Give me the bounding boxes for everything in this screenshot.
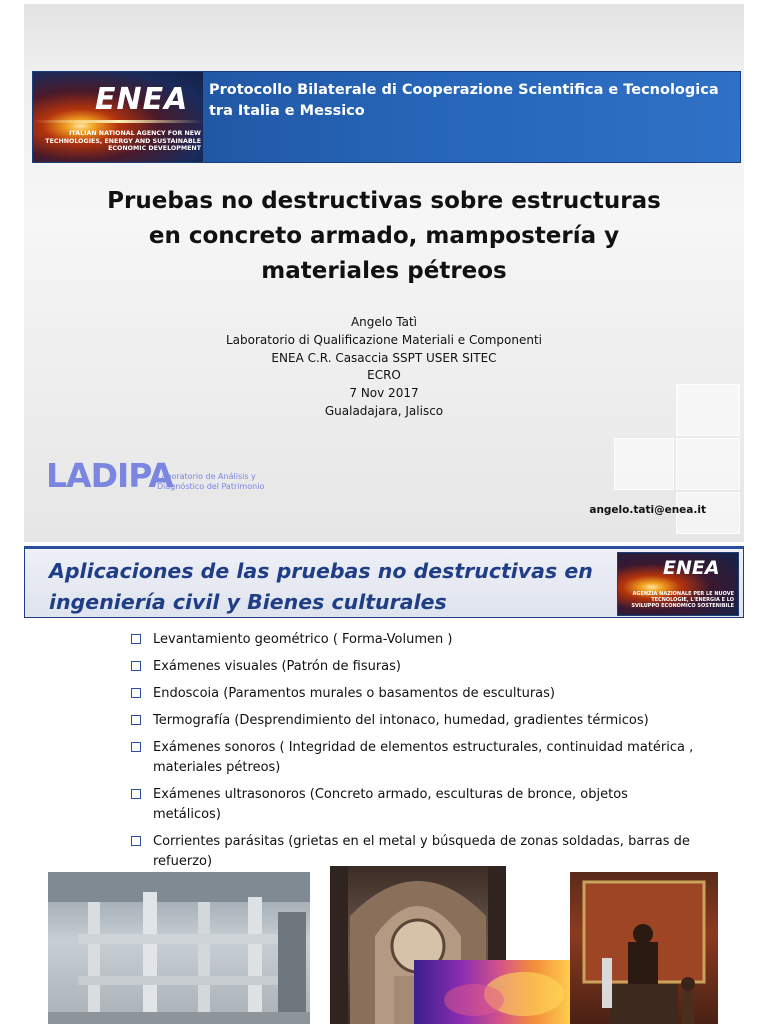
- ladipa-desc-line: Laboratorio de Análisis y: [157, 472, 256, 481]
- checkbox-bullet-icon: [131, 836, 141, 846]
- list-item: [129, 684, 699, 704]
- checkbox-bullet-icon: [131, 742, 141, 752]
- list-item: [129, 738, 699, 778]
- tile: [676, 438, 740, 490]
- ladipa-desc-line: Diagnóstico del Patrimonio: [157, 481, 265, 491]
- title-line: Pruebas no destructivas sobre estructuras: [107, 188, 661, 214]
- list-item: [129, 711, 699, 731]
- title-line: materiales pétreos: [261, 258, 507, 284]
- enea-logo-word: ENEA: [663, 557, 720, 579]
- top-band: [24, 4, 744, 66]
- author-block: [134, 314, 634, 421]
- presentation-title: [84, 184, 684, 289]
- applications-slide: [24, 546, 744, 1024]
- list-item-text: Levantamiento geométrico ( Forma-Volumen ): [153, 632, 453, 647]
- lab-name: Laboratorio di Qualificazione Materiali e Componenti: [226, 332, 542, 347]
- tile: [614, 438, 674, 490]
- list-item-text: Exámenes ultrasonoros (Concreto armado, esculturas de bronce, objetos metálicos): [153, 787, 628, 822]
- thermo-drawing: [414, 960, 572, 1024]
- checkbox-bullet-icon: [131, 789, 141, 799]
- slide2-title-line: ingeniería civil y Bienes culturales: [49, 590, 447, 614]
- list-item-text: Corrientes parásitas (grietas en el metal y búsqueda de zonas soldadas, barras de refuerzo): [153, 834, 690, 869]
- list-item-text: Endoscoia (Paramentos murales o basamentos de esculturas): [153, 686, 555, 701]
- ladipa-description: [157, 472, 264, 491]
- list-item-text: Exámenes sonoros ( Integridad de elementos estructurales, continuidad matérica , materiales pétreos): [153, 740, 694, 775]
- title-line: en concreto armado, mampostería y: [148, 223, 620, 249]
- event-place: Gualadajara, Jalisco: [324, 403, 444, 418]
- enea-agency-text: AGENZIA NAZIONALE PER LE NUOVE TECNOLOGIE, L'ENERGIA E LO SVILUPPO ECONOMICO SOSTENIBILE: [631, 591, 734, 610]
- enea-logo: [33, 72, 203, 162]
- concrete-structure-photo: [48, 872, 310, 1024]
- logo-flare: [33, 120, 203, 123]
- tile: [676, 384, 740, 436]
- structure-drawing: [48, 872, 310, 1024]
- enea-logo-small: [617, 552, 739, 616]
- event-name: ECRO: [367, 368, 401, 383]
- list-item: [129, 785, 699, 825]
- email-address[interactable]: angelo.tati@enea.it: [589, 504, 706, 516]
- ladipa-logo: [46, 456, 306, 496]
- checkbox-bullet-icon: [131, 634, 141, 644]
- slide2-title-line: Aplicaciones de las pruebas no destructivas en: [49, 559, 593, 583]
- event-date: 7 Nov 2017: [349, 386, 419, 401]
- header-bar: [32, 71, 741, 163]
- list-item-text: Termografía (Desprendimiento del intonaco, humedad, gradientes térmicos): [153, 713, 649, 728]
- applications-list: [129, 630, 699, 879]
- slide2-title: [49, 556, 609, 618]
- enea-agency-text: ITALIAN NATIONAL AGENCY FOR NEW TECHNOLOGIES, ENERGY AND SUSTAINABLE ECONOMIC DEVELOPMENT: [45, 130, 201, 153]
- checkbox-bullet-icon: [131, 661, 141, 671]
- list-item: [129, 630, 699, 650]
- list-item: [129, 657, 699, 677]
- slide2-header: [24, 546, 744, 618]
- bronze-statue-photo: [570, 872, 718, 1024]
- statue-drawing: [570, 872, 718, 1024]
- author-name: Angelo Tatì: [350, 315, 418, 329]
- protocol-title: Protocollo Bilaterale di Cooperazione Scientifica e Tecnologica tra Italia e Messico: [209, 82, 719, 119]
- checkbox-bullet-icon: [131, 715, 141, 725]
- organization: ENEA C.R. Casaccia SSPT USER SITEC: [271, 350, 497, 365]
- checkbox-bullet-icon: [131, 688, 141, 698]
- thermography-image: [414, 960, 572, 1024]
- list-item-text: Exámenes visuales (Patrón de fisuras): [153, 659, 401, 674]
- title-slide: [24, 4, 744, 542]
- enea-logo-word: ENEA: [95, 82, 189, 117]
- ladipa-word: LADIPA: [46, 456, 173, 495]
